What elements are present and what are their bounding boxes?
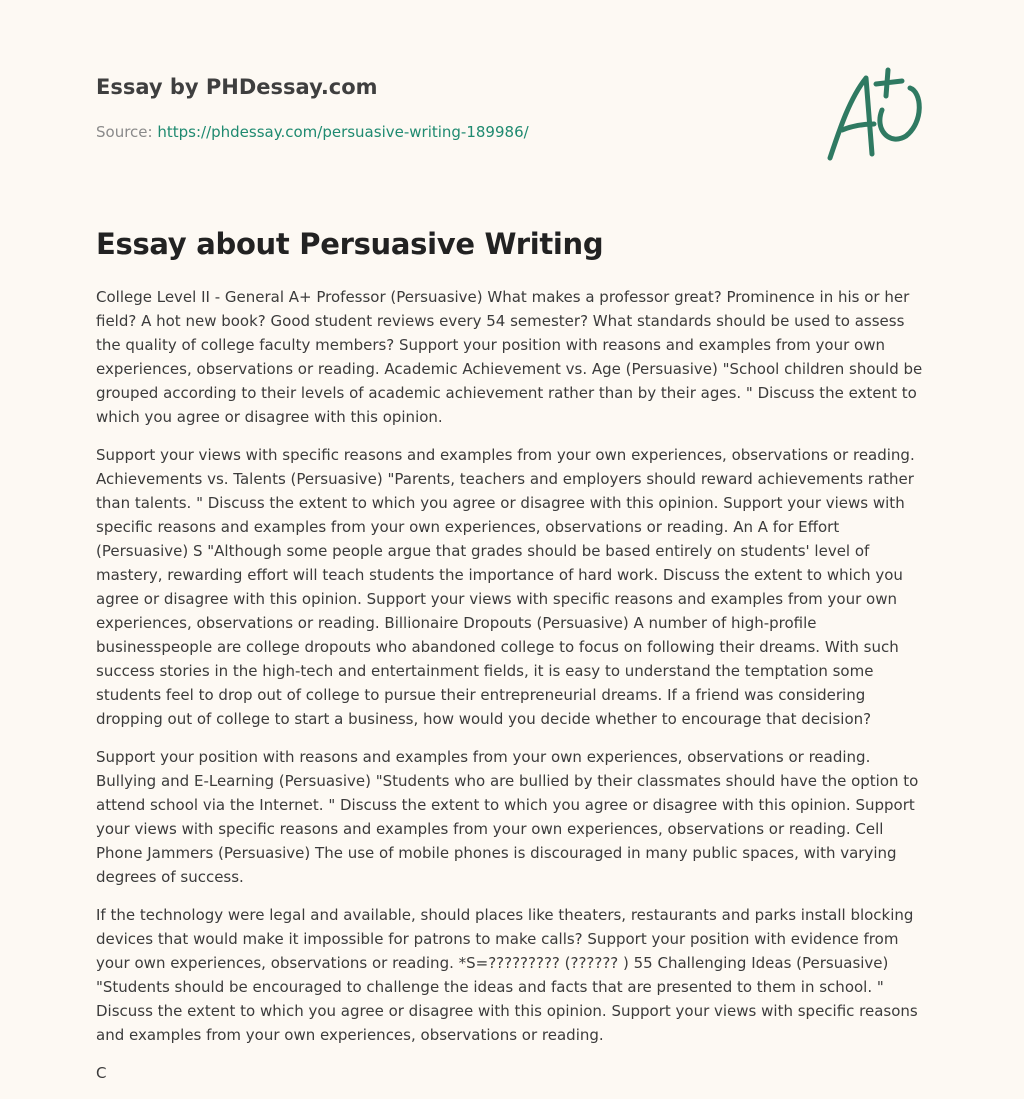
brand-name: Essay by PHDessay.com: [96, 75, 378, 99]
essay-body: [96, 285, 926, 1099]
essay-paragraph: Support your views with specific reasons and examples from your own experiences, observations or reading. Achievements vs. Talents (Persuasive) "Parents, teachers and employers should reward achievements rather than talents. " Discuss the extent to which you agree or disagree with this opinion. Support your views with specific reasons and examples from your own experiences, observations or reading. An A for Effort (Persuasive) S "Although some people argue that grades should be based entirely on students' level of mastery, rewarding effort will teach students the importance of hard work. Discuss the extent to which you agree or disagree with this opinion. Support your views with specific reasons and examples from your own experiences, observations or reading. Billionaire Dropouts (Persuasive) A number of high-profile businesspeople are college dropouts who abandoned college to focus on following their dreams. With such success stories in the high-tech and entertainment fields, it is easy to understand the temptation some students feel to drop out of college to pursue their entrepreneurial dreams. If a friend was considering dropping out of college to start a business, how would you decide whether to encourage that decision?: [96, 446, 915, 728]
page-header: [96, 72, 796, 143]
essay-paragraph: If the technology were legal and available, should places like theaters, restaurants and parks install blocking devices that would make it impossible for patrons to make calls? Support your position with evidence from your own experiences, observations or reading. *S=????????? (?????? ) 55 Challenging Ideas (Persuasive) "Students should be encouraged to challenge the ideas and facts that are presented to them in school. " Discuss the extent to which you agree or disagree with this opinion. Support your views with specific reasons and examples from your own experiences, observations or reading.: [96, 906, 918, 1044]
a-plus-logo-icon: [822, 66, 932, 166]
essay-paragraph: C: [96, 1064, 107, 1082]
source-link[interactable]: https://phdessay.com/persuasive-writing-189986/: [157, 122, 529, 141]
source-label: Source:: [96, 122, 153, 141]
essay-paragraph: Support your position with reasons and examples from your own experiences, observations or reading. Bullying and E-Learning (Persuasive) "Students who are bullied by their classmates should have the option to attend school via the Internet. " Discuss the extent to which you agree or disagree with this opinion. Support your views with specific reasons and examples from your own experiences, observations or reading. Cell Phone Jammers (Persuasive) The use of mobile phones is discouraged in many public spaces, with varying degrees of success.: [96, 748, 919, 886]
essay-paragraph: College Level II - General A+ Professor (Persuasive) What makes a professor great? Prominence in his or her field? A hot new book? Good student reviews every 54 semester? What standards should be used to assess the quality of college faculty members? Support your position with reasons and examples from your own experiences, observations or reading. Academic Achievement vs. Age (Persuasive) "School children should be grouped according to their levels of academic achievement rather than by their ages. " Discuss the extent to which you agree or disagree with this opinion.: [96, 288, 923, 426]
essay-title: Essay about Persuasive Writing: [96, 227, 604, 261]
source-line: [96, 122, 796, 143]
